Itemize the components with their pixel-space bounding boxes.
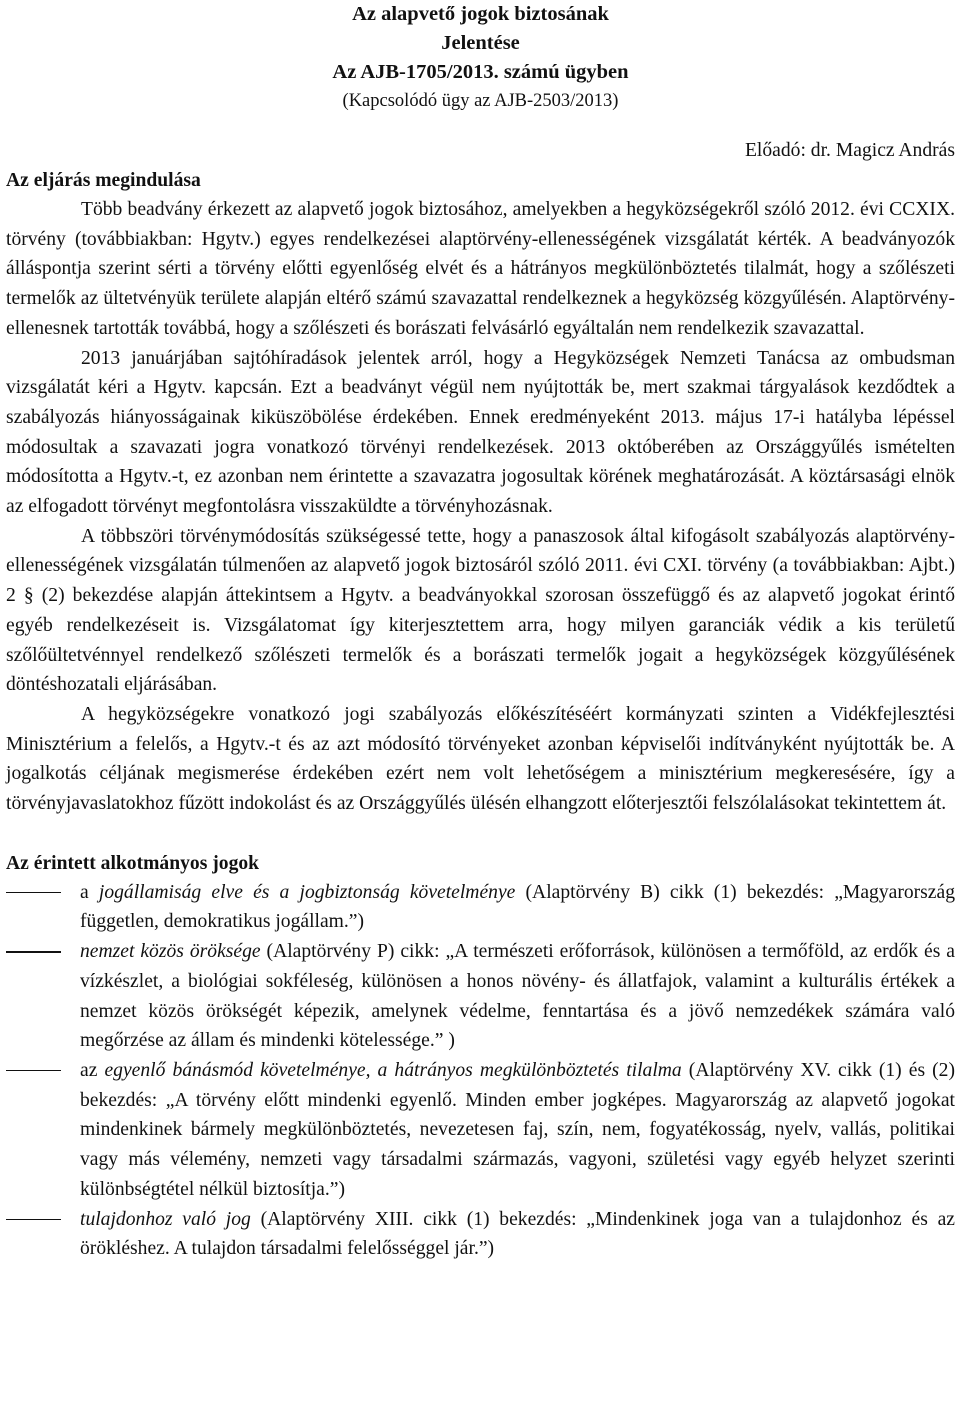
right-citation: (Alaptörvény P) cikk: „A természeti erőforrások, különösen a termőföld, az erdők és a vízkészlet, a biológiai sokféleség, különösen a honos növény- és állatfajok, valamint a kulturális értékek a nemzet közös örökségét képezik, amelynek védelme, fenntartása és a jövő nemzedékek számára való megőrzése az állam és mindenki kötelessége.” )	[80, 941, 955, 1052]
rights-list-item	[6, 1205, 955, 1264]
header-case-number: Az AJB-1705/2013. számú ügyben	[332, 61, 629, 83]
right-prefix: a	[80, 881, 99, 903]
right-name: egyenlő bánásmód követelménye, a hátrányos megkülönböztetés tilalma	[104, 1059, 682, 1081]
rights-list	[6, 878, 955, 1264]
dash-bullet	[6, 892, 61, 893]
rights-list-item	[6, 937, 955, 1056]
right-prefix: az	[80, 1059, 105, 1081]
dash-bullet	[6, 1219, 61, 1220]
right-citation: (Alaptörvény XIII. cikk (1) bekezdés: „Mindenkinek joga van a tulajdonhoz és az örökléshez. A tulajdon társadalmi felelősséggel jár.”)	[80, 1208, 955, 1260]
paragraph-1: Több beadvány érkezett az alapvető jogok biztosához, amelyekben a hegyközségekről szóló 2012. évi CCXIX. törvény (továbbiakban: Hgytv.) egyes rendelkezései alaptörvény-ellenességének vizsgálatát kérték. A beadványozók álláspontja szerint sérti a törvény előtti egyenlőség elvét és a hátrányos megkülönböztetés tilalmát, hogy a szőlészeti termelők az ültetvényük területe alapján eltérő számú szavazattal rendelkeznek a hegyközség közgyűlésén. Alaptörvény-ellenesnek tartották továbbá, hogy a szőlészeti és borászati felvásárló egyáltalán nem rendelkezik szavazattal.	[6, 199, 955, 339]
report-header	[6, 0, 955, 116]
header-related-case: (Kapcsolódó ügy az AJB-2503/2013)	[342, 91, 619, 111]
paragraph-2: 2013 januárjában sajtóhíradások jelentek arról, hogy a Hegyközségek Nemzeti Tanácsa az ombudsman vizsgálatát kéri a Hgytv. kapcsán. Ezt a beadványt végül nem nyújtották be, mert szakmai tárgyalások kezdődtek a szabályozás hiányosságainak kiküszöbölése érdekében. Ennek eredményeként 2013. május 17-i hatályba lépéssel módosultak a szavazati jogra vonatkozó törvényi rendelkezések. 2013 októberében az Országgyűlés ismételten módosította a Hgytv.-t, ez azonban nem érintette a szavazatra jogosultak körének meghatározását. A köztársasági elnök az elfogadott törvényt megfontolásra visszaküldte a törvényhozásnak.	[6, 347, 955, 518]
section-spacer	[6, 819, 955, 849]
presenter-line: Előadó: dr. Magicz András	[744, 140, 955, 161]
section-heading-rights: Az érintett alkotmányos jogok	[6, 852, 260, 874]
dash-bullet	[6, 1070, 61, 1071]
right-citation: (Alaptörvény XV. cikk (1) és (2) bekezdés: „A törvény előtt mindenki egyenlő. Minden ember jogképes. Magyarország az alapvető jogokat mindenkinek bármely megkülönböztetés, nevezetesen faj, szín, nem, fogyatékosság, nyelv, vallás, politikai vagy más vélemény, nemzeti vagy társadalmi származás, vagyoni, születési vagy egyéb helyzet szerinti különbségtétel nélkül biztosítja.”)	[80, 1059, 955, 1200]
right-citation: (Alaptörvény B) cikk (1) bekezdés: „Magyarország független, demokratikus jogállam.”)	[80, 881, 955, 933]
section-heading-procedure: Az eljárás megindulása	[6, 170, 201, 191]
header-line-2: Jelentése	[441, 32, 520, 54]
right-name: nemzet közös öröksége	[80, 941, 261, 963]
header-line-1: Az alapvető jogok biztosának	[352, 3, 609, 25]
rights-list-item	[6, 878, 955, 937]
document-page	[6, 0, 955, 1264]
right-name: tulajdonhoz való jog	[80, 1208, 251, 1230]
paragraph-4: A hegyközségekre vonatkozó jogi szabályozás előkészítéséért kormányzati szinten a Vidékfejlesztési Minisztérium a felelős, a Hgytv.-t és az azt módosító törvényeket azonban képviselői indítványként nyújtották be. A jogalkotás céljának megismerése érdekében ezért nem volt lehetőségem a minisztérium megkeresésére, így a törvényjavaslatokhoz fűzött indokolást és az Országgyűlés ülésén elhangzott előterjesztői felszólalásokat tekintettem át.	[6, 703, 955, 815]
rights-list-item	[6, 1056, 955, 1205]
dash-bullet	[6, 951, 61, 952]
paragraph-3: A többszöri törvénymódosítás szükségessé tette, hogy a panaszosok által kifogásolt szabályozás alaptörvény-ellenességének vizsgálatán túlmenően az alapvető jogok biztosáról szóló 2011. évi CXI. törvény (a továbbiakban: Ajbt.) 2 § (2) bekezdése alapján áttekintsem a Hgytv. a beadványokkal szorosan összefüggő és az alapvető jogokat érintő egyéb rendelkezéseit is. Vizsgálatomat így kiterjesztettem arra, hogy milyen garanciák védik a kis területű szőlőültetvénnyel rendelkező szőlészeti termelők és a borászati termelők jogait a hegyközségek közgyűlésének döntéshozatali eljárásában.	[6, 525, 955, 696]
right-name: jogállamiság elve és a jogbiztonság követelménye	[98, 881, 516, 903]
